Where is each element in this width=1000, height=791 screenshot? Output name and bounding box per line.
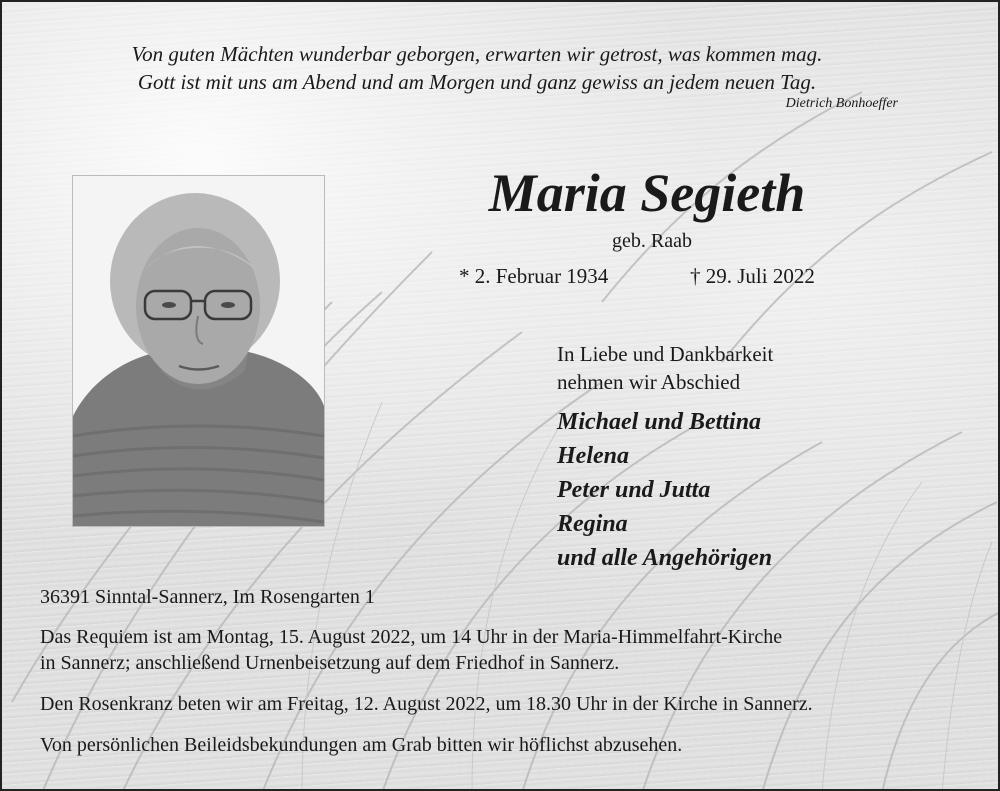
maiden-name: geb. Raab: [612, 230, 692, 252]
quote-line-2: Gott ist mit uns am Abend und am Morgen und ganz gewiss an jedem neuen Tag.: [137, 70, 817, 94]
condolence-note: Von persönlichen Beileidsbekundungen am Grab bitten wir höflichst abzusehen.: [40, 734, 683, 756]
family-list: [557, 405, 937, 575]
family-member: und alle Angehörigen: [557, 545, 773, 571]
birth-date: * 2. Februar 1934: [459, 264, 609, 288]
family-member: Regina: [557, 511, 628, 537]
farewell-line-2: nehmen wir Abschied: [557, 370, 741, 394]
family-member: Helena: [557, 443, 629, 469]
requiem-line-1: Das Requiem ist am Montag, 15. August 2022, um 14 Uhr in der Maria-Himmelfahrt-Kirche: [40, 626, 783, 648]
quote-author: Dietrich Bonhoeffer: [785, 96, 898, 111]
family-member: Peter und Jutta: [557, 477, 711, 503]
family-member: Michael und Bettina: [557, 409, 762, 435]
portrait-photo: [73, 176, 324, 526]
quote-line-1: Von guten Mächten wunderbar geborgen, erwarten wir getrost, was kommen mag.: [131, 42, 823, 66]
family-address: 36391 Sinntal-Sannerz, Im Rosengarten 1: [40, 586, 375, 608]
farewell-line-1: In Liebe und Dankbarkeit: [557, 342, 774, 366]
requiem-notice: [40, 624, 980, 676]
bonhoeffer-quote: [42, 40, 912, 96]
farewell-text: [557, 340, 877, 396]
requiem-line-2: in Sannerz; anschließend Urnenbeisetzung auf dem Friedhof in Sannerz.: [40, 652, 620, 674]
rosary-notice: Den Rosenkranz beten wir am Freitag, 12. August 2022, um 18.30 Uhr in der Kirche in Sannerz.: [40, 693, 813, 715]
deceased-name: Maria Segieth: [488, 163, 806, 223]
death-date: † 29. Juli 2022: [690, 264, 815, 288]
portrait-illustration: [73, 176, 324, 526]
